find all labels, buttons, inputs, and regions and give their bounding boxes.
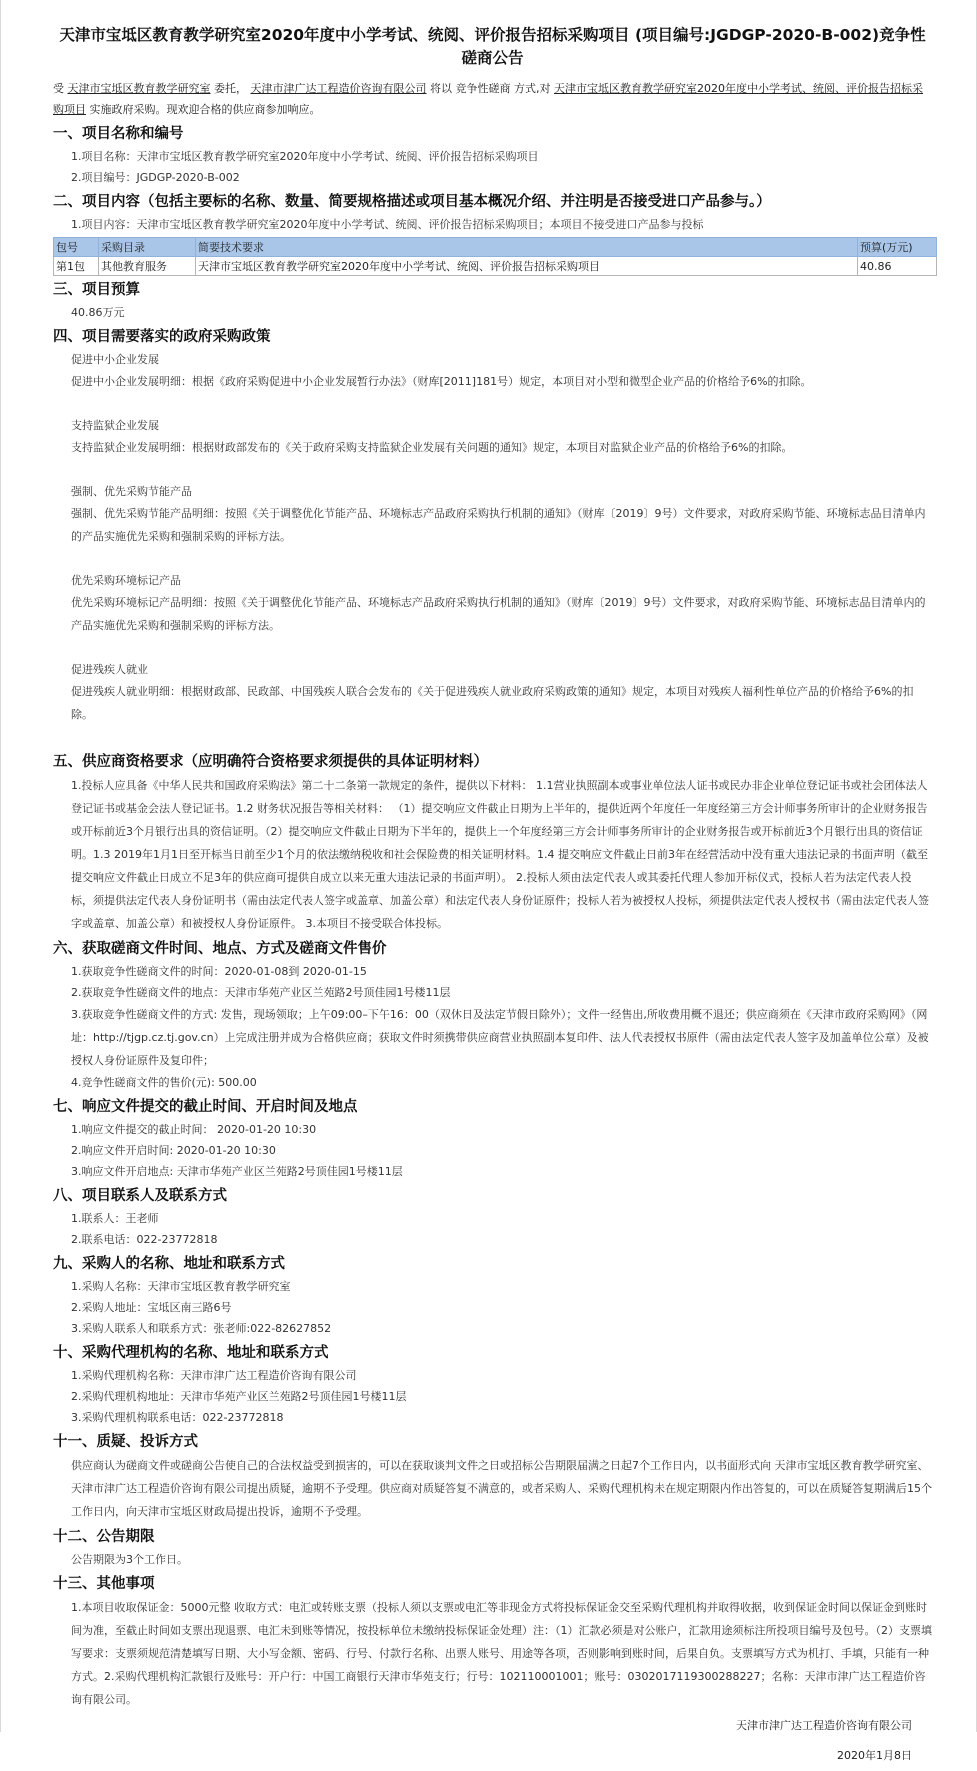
budget-amount: 40.86万元 xyxy=(71,306,125,319)
section-line: 2.联系电话：022-23772818 xyxy=(71,1233,218,1246)
section-line: 2.采购人地址：宝坻区南三路6号 xyxy=(71,1301,232,1314)
section-line: 2.响应文件开启时间: 2020-01-20 10:30 xyxy=(71,1144,276,1157)
table-cell: 第1包 xyxy=(54,257,99,276)
section-line: 4.竞争性磋商文件的售价(元): 500.00 xyxy=(71,1076,257,1089)
policy-body: 促进残疾人就业明细：根据财政部、民政部、中国残疾人联合会发布的《关于促进残疾人就业政府采购政策的通知》规定，本项目对残疾人福利性单位产品的价格给予6%的扣除。 xyxy=(71,685,914,721)
project-link[interactable]: 天津市宝坻区教育教学研究室2020年度中小学考试、统阅、评价报告招标采购项目 xyxy=(53,82,923,116)
section-line: 2.获取竞争性磋商文件的地点：天津市华苑产业区兰苑路2号顶佳园1号楼11层 xyxy=(71,986,451,999)
section-line: 3.采购人联系人和联系方式：张老师:022-82627852 xyxy=(71,1322,332,1335)
section-line: 3.采购代理机构联系电话：022-23772818 xyxy=(71,1411,284,1424)
method-text: 竞争性磋商 xyxy=(455,82,511,95)
policy-title: 促进中小企业发展 xyxy=(71,353,159,366)
table-header-cell: 采购目录 xyxy=(99,238,196,257)
table-cell: 其他教育服务 xyxy=(99,257,196,276)
spacer xyxy=(53,459,932,481)
section-heading: 十、采购代理机构的名称、地址和联系方式 xyxy=(53,1345,329,1361)
spacer xyxy=(53,637,932,659)
intro-text: 实施政府采购。现欢迎合格的供应商参加响应。 xyxy=(89,103,321,116)
section-heading: 四、项目需要落实的政府采购政策 xyxy=(53,329,271,345)
section-heading: 七、响应文件提交的截止时间、开启时间及地点 xyxy=(53,1099,358,1115)
table-header-cell: 简要技术要求 xyxy=(196,238,858,257)
section-line: 2.采购代理机构地址：天津市华苑产业区兰苑路2号顶佳园1号楼11层 xyxy=(71,1390,407,1403)
signature-date: 2020年1月8日 xyxy=(837,1749,912,1762)
section-heading: 一、项目名称和编号 xyxy=(53,126,184,142)
spacer xyxy=(53,393,932,415)
table-header-cell: 预算(万元) xyxy=(858,238,937,257)
intro-text: 受 xyxy=(53,82,64,95)
section-heading: 九、采购人的名称、地址和联系方式 xyxy=(53,1256,285,1272)
section-line: 3.响应文件开启地点: 天津市华苑产业区兰苑路2号顶佳园1号楼11层 xyxy=(71,1165,403,1178)
section-line: 1.联系人：王老师 xyxy=(71,1212,159,1225)
section-line: 1.采购代理机构名称：天津市津广达工程造价咨询有限公司 xyxy=(71,1369,357,1382)
section-line: 1.项目名称：天津市宝坻区教育教学研究室2020年度中小学考试、统阅、评价报告招标采购项目 xyxy=(71,150,539,163)
other-matters-body: 1.本项目收取保证金：5000元整 收取方式：电汇或转账支票（投标人须以支票或电汇等非现金方式将投标保证金交至采购代理机构并取得收据，收到保证金时间以保证金到账时间为准，至截止时间如支票出现退票、电汇未到账等情况，按投标单位未缴纳投标保证金处理）注：（1）汇款必须是对公账户，汇款用途须标注所投项目编号及包号。（2）支票填写要求：支票须规范清楚填写日期、大小写金额、密码、行号、付款行名称、出票人账号、用途等各项，否则影响到账时间，后果自负。支票填写方式为机打、手填，只能有一种方式。2.采购代理机构汇款银行及账号：开户行：中国工商银行天津市华苑支行；行号：102110001001；账号：0302017119300288227；名称：天津市津广达工程造价咨询有限公司。 xyxy=(71,1601,932,1706)
intro-paragraph xyxy=(53,78,932,120)
section-heading: 十二、公告期限 xyxy=(53,1529,155,1545)
policy-body: 支持监狱企业发展明细：根据财政部发布的《关于政府采购支持监狱企业发展有关问题的通知》规定，本项目对监狱企业产品的价格给予6%的扣除。 xyxy=(71,441,793,454)
spacer xyxy=(53,548,932,570)
table-cell: 天津市宝坻区教育教学研究室2020年度中小学考试、统阅、评价报告招标采购项目 xyxy=(196,257,858,276)
spacer xyxy=(53,726,932,748)
intro-text: 委托， xyxy=(214,82,247,95)
section-heading: 二、项目内容（包括主要标的名称、数量、简要规格描述或项目基本概况介绍、并注明是否接受进口产品参与。） xyxy=(53,194,771,210)
table-header-cell: 包号 xyxy=(54,238,99,257)
package-table xyxy=(53,237,937,276)
section-heading: 十三、其他事项 xyxy=(53,1576,155,1592)
section-heading: 六、获取磋商文件时间、地点、方式及磋商文件售价 xyxy=(53,941,387,957)
table-header-row xyxy=(54,238,937,257)
policy-title: 强制、优先采购节能产品 xyxy=(71,485,192,498)
section-line: 3.获取竞争性磋商文件的方式: 发售，现场领取；上午09:00–下午16：00（双休日及法定节假日除外）；文件一经售出,所收费用概不退还；供应商须在《天津市政府采购网》（网址：http://tjgp.cz.tj.gov.cn）上完成注册并成为合格供应商；获取文件时须携带供应商营业执照副本复印件、法人代表授权书原件（需由法定代表人签字及加盖单位公章）及被授权人身份证原件及复印件； xyxy=(71,1008,929,1067)
complaint-body: 供应商认为磋商文件或磋商公告使自己的合法权益受到损害的，可以在获取谈判文件之日或招标公告期限届满之日起7个工作日内，以书面形式向 天津市宝坻区教育教学研究室、天津市津广达工程造价咨询有限公司提出质疑，逾期不予受理。供应商对质疑答复不满意的，或者采购人、采购代理机构未在规定期限内作出答复的，可以在质疑答复期满后15个工作日内，向天津市宝坻区财政局提出投诉，逾期不予受理。 xyxy=(71,1459,932,1518)
section-line: 1.获取竞争性磋商文件的时间：2020-01-08到 2020-01-15 xyxy=(71,965,367,978)
policy-title: 促进残疾人就业 xyxy=(71,663,148,676)
purchaser-link[interactable]: 天津市宝坻区教育教学研究室 xyxy=(67,82,211,95)
signature-org: 天津市津广达工程造价咨询有限公司 xyxy=(736,1719,912,1732)
policy-title: 支持监狱企业发展 xyxy=(71,419,159,432)
section-heading: 三、项目预算 xyxy=(53,282,140,298)
table-cell: 40.86 xyxy=(858,257,937,276)
intro-text: 将以 xyxy=(430,82,452,95)
policy-body: 强制、优先采购节能产品明细：按照《关于调整优化节能产品、环境标志产品政府采购执行机制的通知》（财库〔2019〕9号）文件要求，对政府采购节能、环境标志品目清单内的产品实施优先采购和强制采购的评标方法。 xyxy=(71,507,926,543)
policy-title: 优先采购环境标记产品 xyxy=(71,574,181,587)
section-heading: 五、供应商资格要求（应明确符合资格要求须提供的具体证明材料） xyxy=(53,754,488,770)
section-heading: 八、项目联系人及联系方式 xyxy=(53,1188,227,1204)
table-row xyxy=(54,257,937,276)
page-title: 天津市宝坻区教育教学研究室2020年度中小学考试、统阅、评价报告招标采购项目 (项目编号:JGDGP-2020-B-002)竞争性磋商公告 xyxy=(59,26,926,67)
section-line: 1.项目内容：天津市宝坻区教育教学研究室2020年度中小学考试、统阅、评价报告招标采购项目；本项目不接受进口产品参与投标 xyxy=(71,218,704,231)
policy-body: 优先采购环境标记产品明细：按照《关于调整优化节能产品、环境标志产品政府采购执行机制的通知》（财库〔2019〕9号）文件要求，对政府采购节能、环境标志品目清单内的产品实施优先采购和强制采购的评标方法。 xyxy=(71,596,926,632)
policy-body: 促进中小企业发展明细：根据《政府采购促进中小企业发展暂行办法》（财库[2011]181号）规定，本项目对小型和微型企业产品的价格给予6%的扣除。 xyxy=(71,375,812,388)
section-line: 2.项目编号：JGDGP-2020-B-002 xyxy=(71,171,240,184)
section-line: 1.响应文件提交的截止时间： 2020-01-20 10:30 xyxy=(71,1123,317,1136)
intro-text: 方式,对 xyxy=(514,82,551,95)
qualification-body: 1.投标人应具备《中华人民共和国政府采购法》第二十二条第一款规定的条件，提供以下材料： 1.1营业执照副本或事业单位法人证书或民办非企业单位登记证书或社会团体法人登记证书或基金会法人登记证书。1.2 财务状况报告等相关材料： （1）提交响应文件截止日期为上半年的，提供近两个年度任一年度经第三方会计师事务所审计的企业财务报告或开标前近3个月银行出具的资信证明。（2）提交响应文件截止日期为下半年的，提供上一个年度经第三方会计师事务所审计的企业财务报告或开标前近3个月银行出具的资信证明。1.3 2019年1月1日至开标当日前至少1个月的依法缴纳税收和社会保险费的相关证明材料。1.4 提交响应文件截止日前3年在经营活动中没有重大违法记录的书面声明（截至提交响应文件截止日成立不足3年的供应商可提供自成立以来无重大违法记录的书面声明）。 2.投标人须由法定代表人或其委托代理人参加开标仪式，投标人若为法定代表人投标，须提供法定代表人身份证明书（需由法定代表人签字或盖章、加盖公章）和法定代表人身份证原件；投标人若为被授权人投标，须提供法定代表人授权书（需由法定代表人签字或盖章、加盖公章）和被授权人身份证原件。 3.本项目不接受联合体投标。 xyxy=(71,779,929,930)
section-heading: 十一、质疑、投诉方式 xyxy=(53,1434,198,1450)
section-line: 公告期限为3个工作日。 xyxy=(71,1553,188,1566)
section-line: 1.采购人名称：天津市宝坻区教育教学研究室 xyxy=(71,1280,291,1293)
agency-link[interactable]: 天津市津广达工程造价咨询有限公司 xyxy=(250,82,427,95)
